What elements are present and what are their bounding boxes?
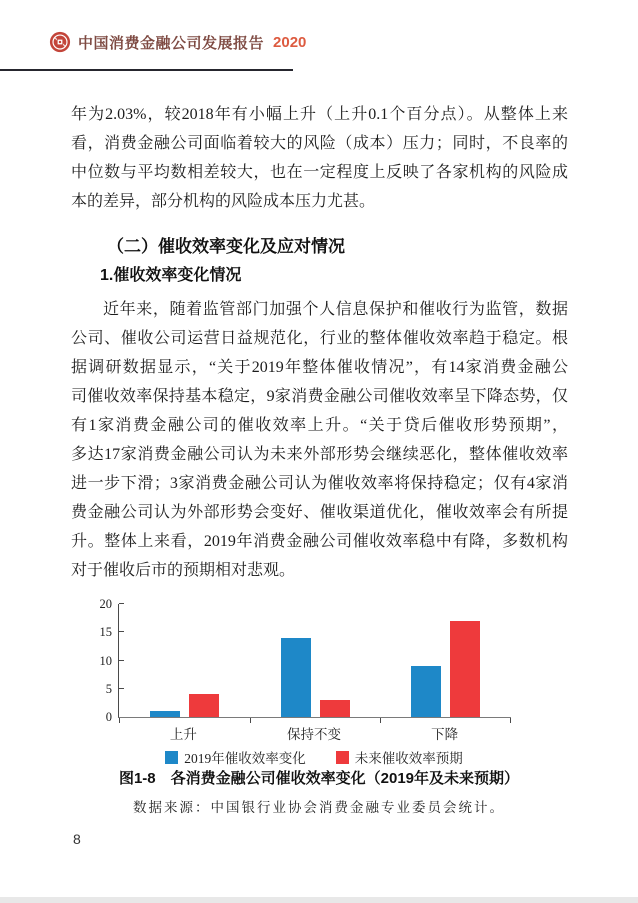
chart-row <box>95 597 512 724</box>
subsection-heading: 1.催收效率变化情况 <box>100 267 242 284</box>
header-divider <box>0 69 293 71</box>
x-category-label: 保持不变 <box>287 727 341 742</box>
y-tick-label: 20 <box>99 597 112 611</box>
bar <box>189 694 219 717</box>
figure-caption: 图1-8 各消费金融公司催收效率变化（2019年及未来预期） <box>118 770 520 787</box>
paragraph-line: 看，消费金融公司面临着较大的风险（成本）压力；同时，不良率的 <box>71 135 568 152</box>
page-bottom-edge <box>0 897 638 903</box>
paragraph-line: 多达17家消费金融公司认为未来外部形势会继续恶化，整体催收效率 <box>71 446 568 463</box>
paragraph-line: 费金融公司认为外部形势会变好、催收渠道优化，催收效率会有所提 <box>71 504 568 521</box>
legend-item <box>336 747 463 767</box>
paragraph-2 <box>71 295 568 585</box>
bar <box>450 621 480 717</box>
bar <box>281 638 311 717</box>
y-tick-label: 15 <box>99 625 112 640</box>
paragraph-1 <box>71 100 568 216</box>
legend-swatch-icon <box>165 751 178 764</box>
y-tick-label: 5 <box>105 681 112 696</box>
chart-x-labels <box>118 723 510 743</box>
bar <box>411 666 441 717</box>
x-tick-mark <box>510 718 511 723</box>
paragraph-line: 公司、催收公司运营日益规范化，行业的整体催收效率趋于稳定。根 <box>71 330 568 347</box>
report-title: 中国消费金融公司发展报告 <box>78 34 265 52</box>
paragraph-line: 近年来，随着监管部门加强个人信息保护和催收行为监管，数据 <box>103 301 568 318</box>
page-header <box>49 31 306 53</box>
bar <box>320 700 350 717</box>
section-heading: （二）催收效率变化及应对情况 <box>107 237 345 256</box>
page-content <box>71 100 568 585</box>
paragraph-line: 有1家消费金融公司的催收效率上升。“关于贷后催收形势预期”， <box>71 417 568 434</box>
bar-group-保持不变 <box>250 604 381 717</box>
chart-legend <box>118 747 510 767</box>
paragraph-line: 中位数与平均数相差较大，也在一定程度上反映了各家机构的风险成 <box>71 164 568 181</box>
paragraph-line: 年为2.03%，较2018年有小幅上升（上升0.1个百分点）。从整体上来 <box>71 106 568 123</box>
page-number: 8 <box>73 831 81 847</box>
coin-seal-icon <box>49 31 71 53</box>
paragraph-line: 进一步下滑；3家消费金融公司认为催收效率将保持稳定；仅有4家消 <box>71 475 568 492</box>
bar-group-下降 <box>380 604 511 717</box>
legend-label: 未来催收效率预期 <box>354 751 463 766</box>
x-category-label: 上升 <box>169 727 197 742</box>
paragraph-line: 本的差异，部分机构的风险成本压力尤甚。 <box>71 193 376 210</box>
bar-groups <box>119 604 511 717</box>
bar-group-上升 <box>119 604 250 717</box>
figure-source: 数据来源：中国银行业协会消费金融专业委员会统计。 <box>133 800 505 815</box>
bar <box>150 711 180 717</box>
paragraph-line: 升。整体上来看，2019年消费金融公司催收效率稳中有降，多数机构 <box>71 533 568 550</box>
chart-y-axis-labels <box>95 597 112 724</box>
chart-plot <box>118 604 511 718</box>
paragraph-line: 司催收效率保持基本稳定，9家消费金融公司催收效率呈下降态势，仅 <box>71 388 568 405</box>
paragraph-line: 对于催收后市的预期相对悲观。 <box>71 562 296 579</box>
bar-chart <box>95 597 512 766</box>
y-tick-label: 10 <box>99 653 112 668</box>
report-year: 2020 <box>273 33 307 51</box>
legend-item <box>165 747 306 767</box>
x-category-label: 下降 <box>431 727 459 742</box>
legend-label: 2019年催收效率变化 <box>184 751 306 766</box>
y-tick-label: 0 <box>105 710 112 724</box>
legend-swatch-icon <box>336 751 349 764</box>
paragraph-line: 据调研数据显示，“关于2019年整体催收情况”，有14家消费金融公 <box>71 359 568 376</box>
